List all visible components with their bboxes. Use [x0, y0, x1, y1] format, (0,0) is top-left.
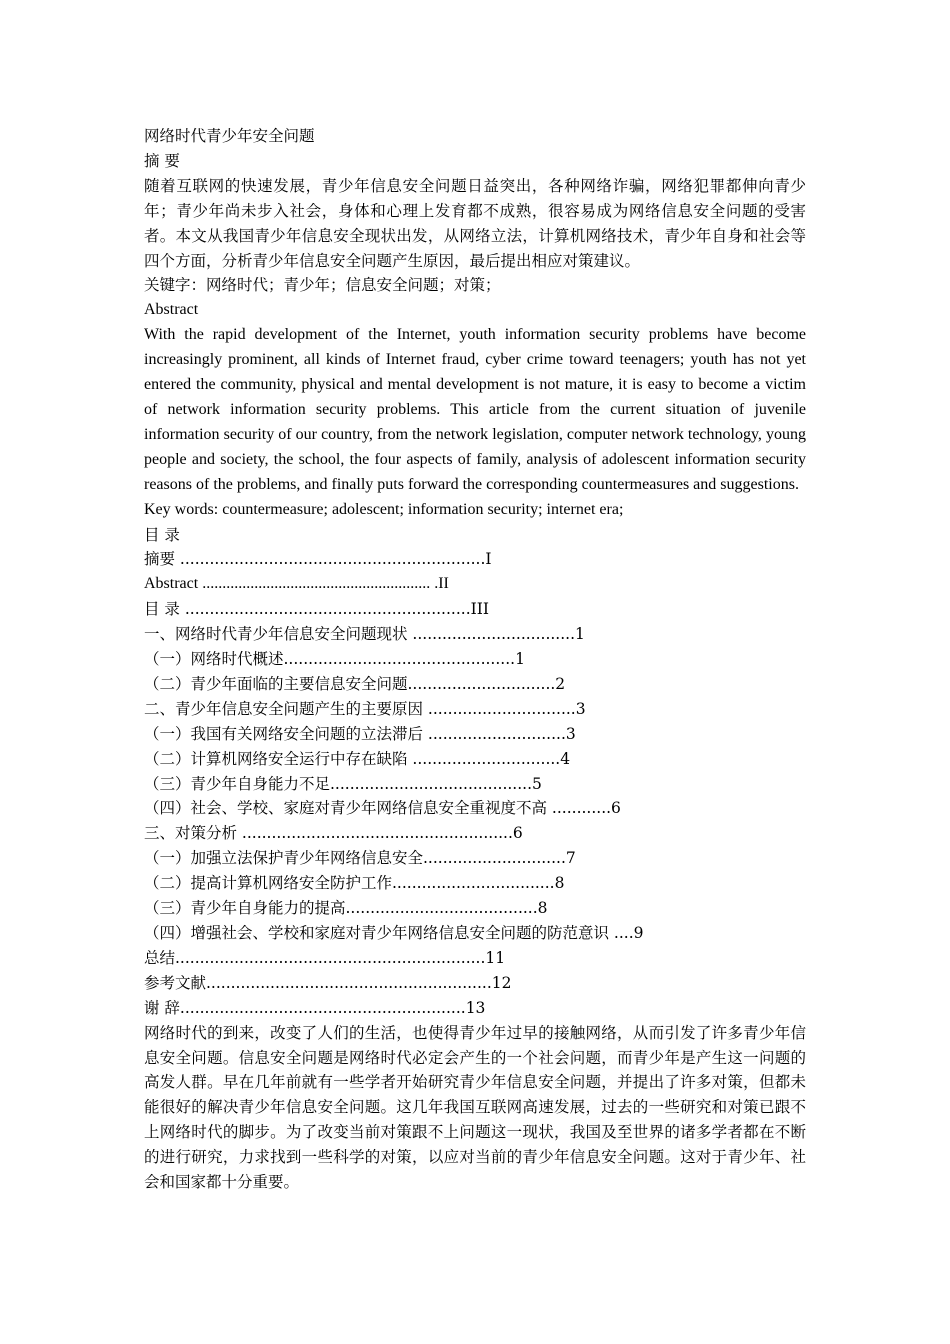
- toc-item: 摘要 ..............................................................I: [144, 550, 492, 569]
- toc-heading: 目 录: [144, 525, 180, 544]
- toc-item: 谢 辞..........................................................13: [144, 998, 486, 1017]
- table-of-contents: [144, 547, 806, 1020]
- toc-item: （一）加强立法保护青少年网络信息安全.............................7: [144, 849, 576, 868]
- abstract-zh-heading: 摘 要: [144, 151, 180, 170]
- toc-item: （四）增强社会、学校和家庭对青少年网络信息安全问题的防范意识 ....9: [144, 924, 644, 942]
- toc-item: 参考文献..........................................................12: [144, 973, 512, 992]
- toc-item: Abstract ......................................................... .II: [144, 575, 449, 593]
- toc-item: （三）青少年自身能力的提高.......................................8: [144, 899, 548, 918]
- document-title: 网络时代青少年安全问题: [144, 127, 315, 145]
- toc-item: （四）社会、学校、家庭对青少年网络信息安全重视度不高 ............6: [144, 799, 621, 818]
- abstract-zh-keywords: 关键字：网络时代；青少年；信息安全问题；对策；: [144, 276, 501, 295]
- abstract-en-keywords: Key words: countermeasure; adolescent; information security; internet era;: [144, 500, 624, 518]
- toc-item: 三、对策分析 .......................................................6: [144, 824, 523, 843]
- toc-item: 一、网络时代青少年信息安全问题现状 .................................1: [144, 625, 585, 644]
- toc-item: 总结...............................................................11: [144, 948, 506, 967]
- toc-item: （二）提高计算机网络安全防护工作.................................8: [144, 874, 565, 893]
- intro-body: 网络时代的到来，改变了人们的生活，也使得青少年过早的接触网络，从而引发了许多青少年信息安全问题。信息安全问题是网络时代必定会产生的一个社会问题，而青少年是产生这一问题的高发人群。早在几年前就有一些学者开始研究青少年信息安全问题，并提出了许多对策，但都未能很好的解决青少年信息安全问题。这几年我国互联网高速发展，过去的一些研究和对策已跟不上网络时代的脚步。为了改变当前对策跟不上问题这一现状，我国及至世界的诸多学者都在不断的进行研究，力求找到一些科学的对策，以应对当前的青少年信息安全问题。这对于青少年、社会和国家都十分重要。: [144, 1023, 806, 1192]
- abstract-zh-body: 随着互联网的快速发展，青少年信息安全问题日益突出，各种网络诈骗，网络犯罪都伸向青少年；青少年尚未步入社会，身体和心理上发育都不成熟，很容易成为网络信息安全问题的受害者。本文从我国青少年信息安全现状出发，从网络立法，计算机网络技术，青少年自身和社会等四个方面，分析青少年信息安全问题产生原因，最后提出相应对策建议。: [144, 176, 806, 270]
- document-page: [144, 124, 806, 1195]
- toc-item: （二）计算机网络安全运行中存在缺陷 ..............................4: [144, 749, 571, 768]
- abstract-en-heading: Abstract: [144, 301, 199, 319]
- toc-item: （一）网络时代概述...............................................1: [144, 650, 525, 669]
- toc-item: （三）青少年自身能力不足.........................................5: [144, 774, 542, 793]
- abstract-en-body: With the rapid development of the Internet, youth information security problems have become increasingly prominent, all kinds of Internet fraud, cyber crime toward teenagers; youth has not yet entered the community, physical and mental development is not mature, it is easy to become a victim of network information security problems. This article from the current situation of juvenile information security of our country, from the network legislation, computer network technology, young people and society, the school, the four aspects of family, analysis of adolescent information security reasons of the problems, and finally puts forward the corresponding countermeasures and suggestions.: [144, 326, 806, 493]
- toc-item: （二）青少年面临的主要信息安全问题..............................2: [144, 674, 566, 693]
- toc-item: 目 录 ..........................................................III: [144, 600, 489, 619]
- toc-item: 二、青少年信息安全问题产生的主要原因 ..............................3: [144, 699, 586, 718]
- toc-item: （一）我国有关网络安全问题的立法滞后 ............................3: [144, 724, 576, 743]
